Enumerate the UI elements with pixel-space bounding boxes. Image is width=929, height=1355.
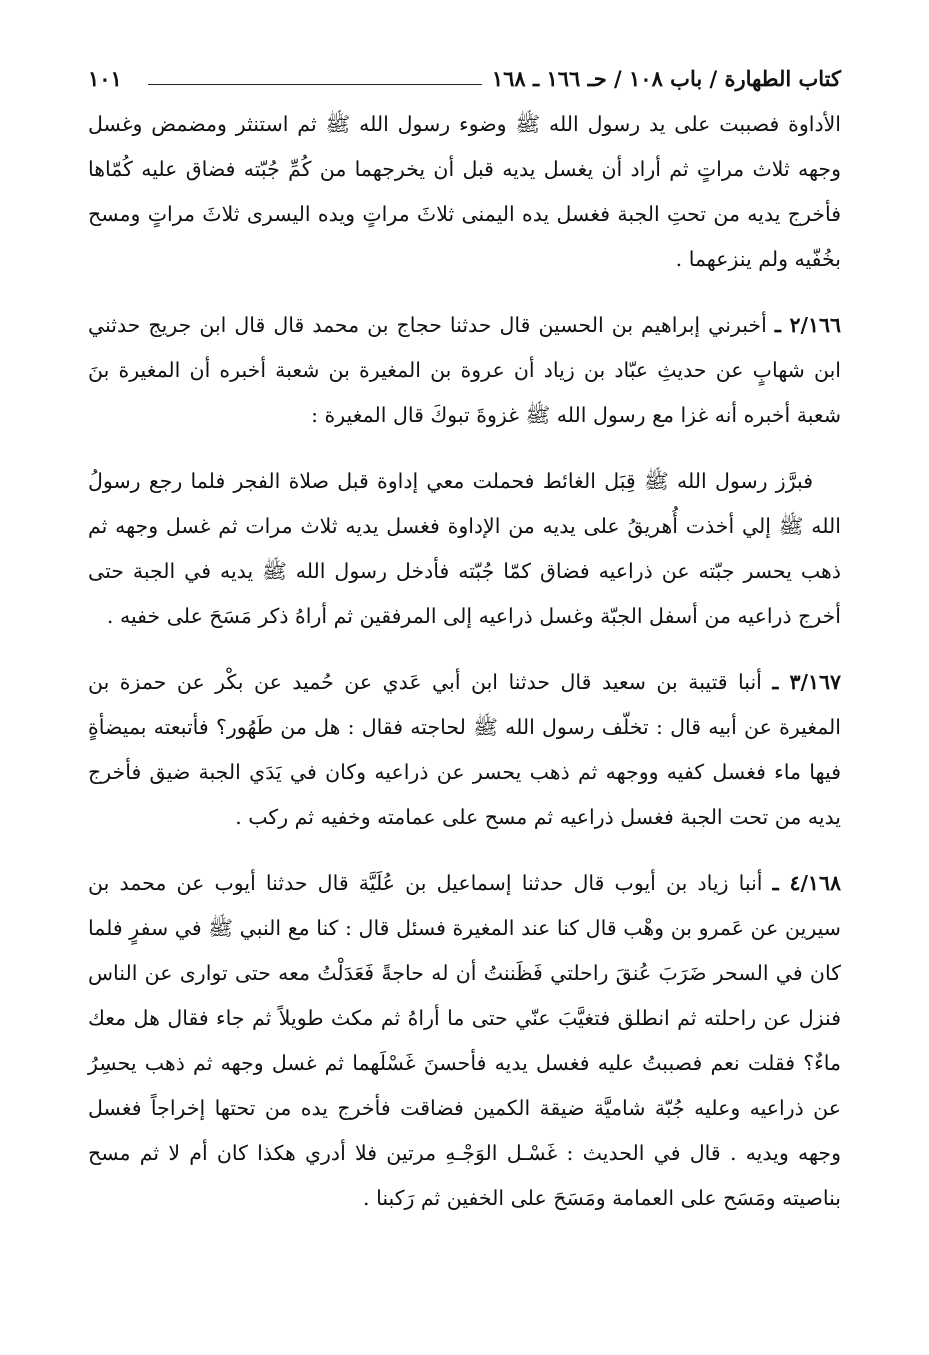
paragraph-text: أخبرني إبراهيم بن الحسين قال حدثنا حجاج بن محمد قال قال ابن جريج حدثني ابن شهابٍ عن حديثِ عبّاد بن زياد أن عروة بن المغيرة بن شعبة أخبره أن المغيرة بنَ شعبة أخبره أنه غزا مع رسول الله ﷺ غزوةَ تبوكَ قال المغيرة : <box>88 313 841 427</box>
paragraph-narration <box>88 459 841 639</box>
book-page <box>88 60 841 1315</box>
hadith-paragraph-166 <box>88 303 841 438</box>
header-rule <box>148 84 521 85</box>
hadith-number: ٤/١٦٨ ـ <box>772 871 841 895</box>
hadith-paragraph-168 <box>88 861 841 1221</box>
hadith-number: ٢/١٦٦ ـ <box>774 313 841 337</box>
paragraph-text: أنبا زياد بن أيوب قال حدثنا إسماعيل بن عُلَيَّة قال حدثنا أيوب عن محمد بن سيرين عن عَمرو بن وهْب قال كنا عند المغيرة فسئل قال : كنا مع النبي ﷺ في سفرٍ فلما كان في السحر ضَرَبَ عُنقَ راحلتي فَظَننتُ أن له حاجةً فَعَدَلْتُ معه حتى توارى عن الناس فنزل عن راحلته ثم انطلق فتغيَّبَ عنّي حتى ما أراهُ ثم مكث طويلاً ثم جاء فقال هل معك ماءٌ؟ فقلت نعم فصببتُ عليه فغسل يديه فأحسنَ غَسْلَهما ثم غسل وجهه ثم ذهب يحسِرُ عن ذراعيه وعليه جُبّة شاميَّة ضيقة الكمين فضاقت فأخرج يده من تحتها إخراجاً فغسل وجهه ويديه . قال في الحديث : غَسْـل الوَجْـهِ مرتين فلا أدري هكذا كان أم لا ثم مسح بناصيته ومَسَح على العمامة ومَسَحَ على الخفين ثم رَكبنا . <box>88 871 841 1210</box>
header-title: كتاب الطهارة / باب ١٠٨ / حـ ١٦٦ ـ ١٦٨ <box>482 66 841 91</box>
paragraph-text: الأداوة فصببت على يد رسول الله ﷺ وضوء رسول الله ﷺ ثم استنثر ومضمض وغسل وجهه ثلاث مراتٍ ثم أراد أن يغسل يديه قبل أن يخرجهما من كُمِّ جُبّته فضاق عليه كُمّاها فأخرج يديه من تحتِ الجبة فغسل يده اليمنى ثلاثَ مراتٍ ويده اليسرى ثلاثَ مراتٍ ومسح بخُفّيه ولم ينزعهما . <box>88 112 841 271</box>
hadith-paragraph-167 <box>88 660 841 840</box>
paragraph-text: أنبا قتيبة بن سعيد قال حدثنا ابن أبي عَدي عن حُميد عن بكْر عن حمزة بن المغيرة عن أبيه قال : تخلّف رسول الله ﷺ لحاجته فقال : هل من طَهُور؟ فأتبعته بميضأةٍ فيها ماء فغسل كفيه ووجهه ثم ذهب يحسر عن ذراعيه وكان في يَدَي الجبة ضيق فأخرج يديه من تحت الجبة فغسل ذراعيه ثم مسح على عمامته وخفيه ثم ركب . <box>88 670 841 829</box>
page-number: ١٠١ <box>88 66 130 91</box>
paragraph-continuation <box>88 102 841 282</box>
running-header <box>88 60 841 102</box>
hadith-number: ٣/١٦٧ ـ <box>772 670 841 694</box>
paragraph-text: فبرَّز رسول الله ﷺ قِبَل الغائط فحملت معي إداوة قبل صلاة الفجر فلما رجع رسولُ الله ﷺ إلي أخذت أُهريقُ على يديه من الإداوة فغسل يديه ثلاث مرات ثم غسل وجهه ثم ذهب يحسر جبّته عن ذراعيه فضاق كمّا جُبّته فأدخل رسول الله ﷺ يديه في الجبة حتى أخرج ذراعيه من أسفل الجبّة وغسل ذراعيه إلى المرفقين ثم أراهُ ذكر مَسَحَ على خفيه . <box>88 469 841 628</box>
